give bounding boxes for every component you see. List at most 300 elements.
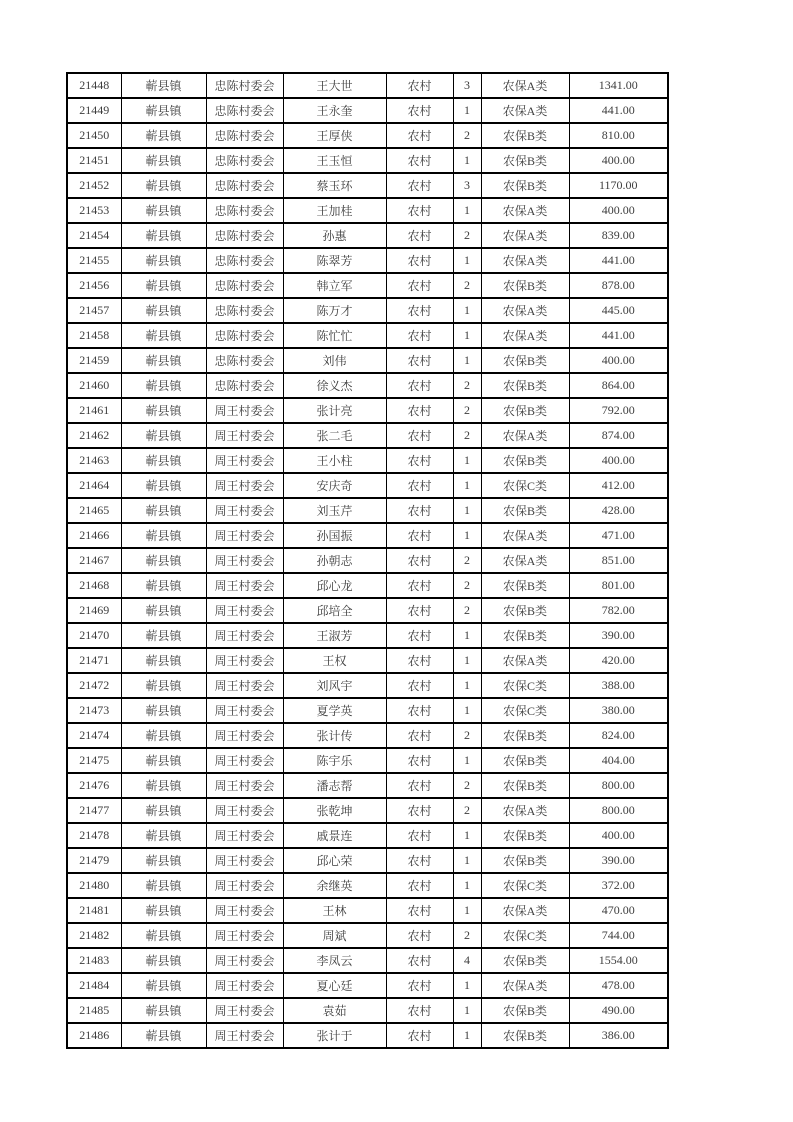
cell-count: 2: [453, 773, 481, 798]
cell-count: 1: [453, 198, 481, 223]
cell-amount: 372.00: [569, 873, 668, 898]
cell-village: 忠陈村委会: [206, 248, 283, 273]
cell-category: 农保A类: [481, 323, 569, 348]
cell-id: 21455: [67, 248, 121, 273]
cell-amount: 471.00: [569, 523, 668, 548]
cell-village: 周王村委会: [206, 748, 283, 773]
cell-amount: 800.00: [569, 798, 668, 823]
payment-table: [66, 72, 669, 1049]
cell-amount: 400.00: [569, 823, 668, 848]
cell-id: 21458: [67, 323, 121, 348]
cell-category: 农保C类: [481, 873, 569, 898]
cell-village: 周王村委会: [206, 623, 283, 648]
cell-town: 蕲县镇: [121, 623, 206, 648]
cell-town: 蕲县镇: [121, 423, 206, 448]
cell-name: 刘玉芹: [283, 498, 386, 523]
cell-amount: 420.00: [569, 648, 668, 673]
cell-town: 蕲县镇: [121, 923, 206, 948]
cell-amount: 400.00: [569, 448, 668, 473]
cell-id: 21448: [67, 73, 121, 98]
cell-id: 21486: [67, 1023, 121, 1048]
table-row: [67, 548, 668, 573]
cell-village: 忠陈村委会: [206, 98, 283, 123]
cell-count: 1: [453, 648, 481, 673]
table-row: [67, 448, 668, 473]
cell-category: 农保B类: [481, 173, 569, 198]
cell-amount: 1341.00: [569, 73, 668, 98]
cell-town: 蕲县镇: [121, 823, 206, 848]
cell-category: 农保B类: [481, 748, 569, 773]
cell-town: 蕲县镇: [121, 598, 206, 623]
cell-town: 蕲县镇: [121, 673, 206, 698]
cell-town: 蕲县镇: [121, 273, 206, 298]
cell-village: 忠陈村委会: [206, 123, 283, 148]
table-row: [67, 798, 668, 823]
table-row: [67, 98, 668, 123]
cell-village: 周王村委会: [206, 698, 283, 723]
cell-village: 周王村委会: [206, 773, 283, 798]
cell-amount: 380.00: [569, 698, 668, 723]
cell-type: 农村: [386, 223, 453, 248]
cell-name: 袁茹: [283, 998, 386, 1023]
cell-category: 农保B类: [481, 598, 569, 623]
cell-amount: 400.00: [569, 148, 668, 173]
table-row: [67, 273, 668, 298]
cell-village: 周王村委会: [206, 448, 283, 473]
cell-count: 1: [453, 148, 481, 173]
cell-id: 21475: [67, 748, 121, 773]
cell-type: 农村: [386, 348, 453, 373]
cell-amount: 441.00: [569, 98, 668, 123]
cell-village: 忠陈村委会: [206, 323, 283, 348]
cell-type: 农村: [386, 498, 453, 523]
cell-village: 忠陈村委会: [206, 273, 283, 298]
cell-category: 农保A类: [481, 423, 569, 448]
cell-amount: 388.00: [569, 673, 668, 698]
cell-type: 农村: [386, 673, 453, 698]
cell-type: 农村: [386, 448, 453, 473]
cell-name: 夏学英: [283, 698, 386, 723]
cell-amount: 874.00: [569, 423, 668, 448]
cell-village: 忠陈村委会: [206, 373, 283, 398]
table-row: [67, 173, 668, 198]
cell-category: 农保B类: [481, 723, 569, 748]
cell-name: 张乾坤: [283, 798, 386, 823]
cell-town: 蕲县镇: [121, 148, 206, 173]
cell-type: 农村: [386, 473, 453, 498]
cell-type: 农村: [386, 173, 453, 198]
cell-id: 21474: [67, 723, 121, 748]
cell-id: 21472: [67, 673, 121, 698]
cell-town: 蕲县镇: [121, 698, 206, 723]
cell-id: 21479: [67, 848, 121, 873]
cell-count: 1: [453, 298, 481, 323]
cell-category: 农保A类: [481, 73, 569, 98]
cell-town: 蕲县镇: [121, 248, 206, 273]
cell-amount: 490.00: [569, 998, 668, 1023]
cell-town: 蕲县镇: [121, 373, 206, 398]
cell-id: 21449: [67, 98, 121, 123]
cell-village: 周王村委会: [206, 1023, 283, 1048]
cell-town: 蕲县镇: [121, 773, 206, 798]
cell-name: 王厚侠: [283, 123, 386, 148]
cell-village: 周王村委会: [206, 973, 283, 998]
cell-name: 王小柱: [283, 448, 386, 473]
cell-amount: 390.00: [569, 623, 668, 648]
cell-town: 蕲县镇: [121, 873, 206, 898]
cell-id: 21459: [67, 348, 121, 373]
cell-id: 21461: [67, 398, 121, 423]
cell-count: 2: [453, 548, 481, 573]
cell-type: 农村: [386, 823, 453, 848]
table-row: [67, 823, 668, 848]
cell-type: 农村: [386, 598, 453, 623]
cell-count: 2: [453, 373, 481, 398]
cell-type: 农村: [386, 523, 453, 548]
cell-town: 蕲县镇: [121, 298, 206, 323]
cell-id: 21452: [67, 173, 121, 198]
cell-count: 1: [453, 98, 481, 123]
cell-village: 周王村委会: [206, 523, 283, 548]
cell-town: 蕲县镇: [121, 173, 206, 198]
cell-village: 周王村委会: [206, 798, 283, 823]
cell-name: 王玉恒: [283, 148, 386, 173]
cell-town: 蕲县镇: [121, 723, 206, 748]
cell-category: 农保B类: [481, 398, 569, 423]
cell-type: 农村: [386, 723, 453, 748]
table-row: [67, 423, 668, 448]
cell-town: 蕲县镇: [121, 398, 206, 423]
table-row: [67, 873, 668, 898]
cell-name: 张计传: [283, 723, 386, 748]
cell-town: 蕲县镇: [121, 348, 206, 373]
cell-town: 蕲县镇: [121, 1023, 206, 1048]
cell-village: 周王村委会: [206, 948, 283, 973]
cell-count: 1: [453, 523, 481, 548]
cell-count: 1: [453, 823, 481, 848]
cell-name: 王淑芳: [283, 623, 386, 648]
cell-type: 农村: [386, 398, 453, 423]
cell-type: 农村: [386, 798, 453, 823]
cell-amount: 824.00: [569, 723, 668, 748]
cell-id: 21464: [67, 473, 121, 498]
cell-village: 周王村委会: [206, 998, 283, 1023]
cell-town: 蕲县镇: [121, 573, 206, 598]
cell-category: 农保B类: [481, 823, 569, 848]
cell-town: 蕲县镇: [121, 998, 206, 1023]
cell-id: 21478: [67, 823, 121, 848]
cell-name: 安庆奇: [283, 473, 386, 498]
table-row: [67, 573, 668, 598]
cell-type: 农村: [386, 148, 453, 173]
cell-name: 邱心龙: [283, 573, 386, 598]
cell-village: 周王村委会: [206, 898, 283, 923]
cell-id: 21477: [67, 798, 121, 823]
cell-id: 21456: [67, 273, 121, 298]
table-row: [67, 523, 668, 548]
cell-name: 韩立军: [283, 273, 386, 298]
cell-village: 周王村委会: [206, 723, 283, 748]
cell-category: 农保B类: [481, 148, 569, 173]
cell-name: 李凤云: [283, 948, 386, 973]
cell-type: 农村: [386, 198, 453, 223]
cell-count: 3: [453, 73, 481, 98]
cell-name: 张计于: [283, 1023, 386, 1048]
cell-amount: 428.00: [569, 498, 668, 523]
cell-type: 农村: [386, 623, 453, 648]
cell-name: 邱培全: [283, 598, 386, 623]
cell-village: 周王村委会: [206, 423, 283, 448]
cell-id: 21450: [67, 123, 121, 148]
cell-village: 周王村委会: [206, 498, 283, 523]
table-row: [67, 623, 668, 648]
cell-name: 戚景连: [283, 823, 386, 848]
cell-category: 农保A类: [481, 648, 569, 673]
table-row: [67, 673, 668, 698]
cell-name: 刘风宇: [283, 673, 386, 698]
cell-id: 21466: [67, 523, 121, 548]
cell-type: 农村: [386, 773, 453, 798]
cell-name: 孙国振: [283, 523, 386, 548]
cell-id: 21480: [67, 873, 121, 898]
cell-village: 忠陈村委会: [206, 173, 283, 198]
cell-id: 21469: [67, 598, 121, 623]
cell-name: 邱心荣: [283, 848, 386, 873]
cell-category: 农保A类: [481, 223, 569, 248]
table-row: [67, 973, 668, 998]
cell-id: 21476: [67, 773, 121, 798]
cell-category: 农保A类: [481, 523, 569, 548]
table-row: [67, 323, 668, 348]
cell-count: 2: [453, 923, 481, 948]
cell-count: 2: [453, 573, 481, 598]
table-row: [67, 948, 668, 973]
cell-id: 21451: [67, 148, 121, 173]
cell-town: 蕲县镇: [121, 848, 206, 873]
table-row: [67, 598, 668, 623]
cell-count: 1: [453, 248, 481, 273]
cell-name: 孙朝志: [283, 548, 386, 573]
cell-name: 王林: [283, 898, 386, 923]
cell-town: 蕲县镇: [121, 223, 206, 248]
cell-amount: 445.00: [569, 298, 668, 323]
cell-category: 农保A类: [481, 298, 569, 323]
cell-name: 王永奎: [283, 98, 386, 123]
cell-type: 农村: [386, 648, 453, 673]
cell-count: 1: [453, 473, 481, 498]
cell-category: 农保A类: [481, 248, 569, 273]
cell-count: 1: [453, 623, 481, 648]
cell-count: 1: [453, 323, 481, 348]
cell-category: 农保C类: [481, 923, 569, 948]
cell-town: 蕲县镇: [121, 73, 206, 98]
cell-category: 农保A类: [481, 198, 569, 223]
cell-type: 农村: [386, 298, 453, 323]
cell-town: 蕲县镇: [121, 98, 206, 123]
cell-category: 农保B类: [481, 1023, 569, 1048]
cell-town: 蕲县镇: [121, 198, 206, 223]
cell-town: 蕲县镇: [121, 748, 206, 773]
cell-amount: 404.00: [569, 748, 668, 773]
cell-type: 农村: [386, 748, 453, 773]
cell-id: 21482: [67, 923, 121, 948]
table-row: [67, 398, 668, 423]
cell-type: 农村: [386, 848, 453, 873]
cell-type: 农村: [386, 373, 453, 398]
cell-category: 农保B类: [481, 773, 569, 798]
cell-amount: 792.00: [569, 398, 668, 423]
table-row: [67, 698, 668, 723]
cell-name: 陈忙忙: [283, 323, 386, 348]
cell-type: 农村: [386, 248, 453, 273]
table-row: [67, 498, 668, 523]
cell-amount: 400.00: [569, 198, 668, 223]
cell-amount: 851.00: [569, 548, 668, 573]
cell-amount: 400.00: [569, 348, 668, 373]
cell-type: 农村: [386, 973, 453, 998]
cell-count: 1: [453, 873, 481, 898]
cell-town: 蕲县镇: [121, 323, 206, 348]
cell-category: 农保B类: [481, 998, 569, 1023]
cell-village: 周王村委会: [206, 823, 283, 848]
cell-amount: 1170.00: [569, 173, 668, 198]
cell-town: 蕲县镇: [121, 448, 206, 473]
cell-name: 蔡玉环: [283, 173, 386, 198]
table-row: [67, 923, 668, 948]
cell-count: 2: [453, 398, 481, 423]
cell-name: 张二毛: [283, 423, 386, 448]
cell-category: 农保B类: [481, 273, 569, 298]
cell-type: 农村: [386, 548, 453, 573]
cell-category: 农保C类: [481, 698, 569, 723]
cell-count: 2: [453, 423, 481, 448]
cell-village: 周王村委会: [206, 923, 283, 948]
table-row: [67, 748, 668, 773]
cell-amount: 441.00: [569, 323, 668, 348]
cell-name: 王大世: [283, 73, 386, 98]
cell-town: 蕲县镇: [121, 798, 206, 823]
cell-category: 农保B类: [481, 948, 569, 973]
cell-town: 蕲县镇: [121, 648, 206, 673]
cell-type: 农村: [386, 273, 453, 298]
cell-category: 农保B类: [481, 573, 569, 598]
cell-type: 农村: [386, 323, 453, 348]
cell-category: 农保C类: [481, 473, 569, 498]
cell-amount: 744.00: [569, 923, 668, 948]
cell-type: 农村: [386, 948, 453, 973]
cell-count: 1: [453, 973, 481, 998]
cell-id: 21468: [67, 573, 121, 598]
cell-amount: 810.00: [569, 123, 668, 148]
cell-count: 2: [453, 598, 481, 623]
cell-id: 21462: [67, 423, 121, 448]
table-row: [67, 348, 668, 373]
cell-id: 21463: [67, 448, 121, 473]
cell-village: 周王村委会: [206, 648, 283, 673]
cell-name: 余继英: [283, 873, 386, 898]
cell-id: 21473: [67, 698, 121, 723]
table-row: [67, 223, 668, 248]
cell-type: 农村: [386, 123, 453, 148]
cell-type: 农村: [386, 573, 453, 598]
cell-town: 蕲县镇: [121, 473, 206, 498]
cell-amount: 839.00: [569, 223, 668, 248]
table-row: [67, 198, 668, 223]
table-row: [67, 848, 668, 873]
cell-amount: 478.00: [569, 973, 668, 998]
cell-town: 蕲县镇: [121, 548, 206, 573]
cell-count: 1: [453, 998, 481, 1023]
cell-id: 21454: [67, 223, 121, 248]
cell-village: 忠陈村委会: [206, 73, 283, 98]
cell-name: 刘伟: [283, 348, 386, 373]
cell-amount: 1554.00: [569, 948, 668, 973]
cell-category: 农保A类: [481, 973, 569, 998]
cell-name: 张计亮: [283, 398, 386, 423]
table-row: [67, 648, 668, 673]
cell-amount: 470.00: [569, 898, 668, 923]
cell-id: 21453: [67, 198, 121, 223]
cell-amount: 800.00: [569, 773, 668, 798]
cell-category: 农保C类: [481, 673, 569, 698]
cell-id: 21460: [67, 373, 121, 398]
cell-amount: 864.00: [569, 373, 668, 398]
table-row: [67, 73, 668, 98]
cell-id: 21465: [67, 498, 121, 523]
cell-category: 农保B类: [481, 848, 569, 873]
cell-type: 农村: [386, 698, 453, 723]
cell-name: 夏心廷: [283, 973, 386, 998]
cell-name: 孙惠: [283, 223, 386, 248]
cell-id: 21483: [67, 948, 121, 973]
cell-count: 4: [453, 948, 481, 973]
table-row: [67, 1023, 668, 1048]
cell-village: 周王村委会: [206, 548, 283, 573]
table-row: [67, 773, 668, 798]
cell-type: 农村: [386, 898, 453, 923]
cell-amount: 441.00: [569, 248, 668, 273]
cell-count: 1: [453, 748, 481, 773]
cell-name: 潘志帮: [283, 773, 386, 798]
cell-category: 农保B类: [481, 623, 569, 648]
cell-id: 21470: [67, 623, 121, 648]
cell-type: 农村: [386, 923, 453, 948]
cell-id: 21457: [67, 298, 121, 323]
cell-type: 农村: [386, 998, 453, 1023]
cell-category: 农保A类: [481, 798, 569, 823]
cell-village: 周王村委会: [206, 473, 283, 498]
cell-name: 陈万才: [283, 298, 386, 323]
cell-village: 周王村委会: [206, 673, 283, 698]
cell-village: 周王村委会: [206, 573, 283, 598]
cell-count: 1: [453, 1023, 481, 1048]
cell-amount: 386.00: [569, 1023, 668, 1048]
cell-category: 农保A类: [481, 548, 569, 573]
cell-name: 王加桂: [283, 198, 386, 223]
cell-town: 蕲县镇: [121, 498, 206, 523]
cell-amount: 412.00: [569, 473, 668, 498]
cell-name: 徐义杰: [283, 373, 386, 398]
cell-count: 2: [453, 798, 481, 823]
cell-name: 陈宇乐: [283, 748, 386, 773]
cell-amount: 390.00: [569, 848, 668, 873]
cell-type: 农村: [386, 1023, 453, 1048]
table-row: [67, 298, 668, 323]
cell-name: 陈翠芳: [283, 248, 386, 273]
cell-count: 1: [453, 498, 481, 523]
cell-id: 21484: [67, 973, 121, 998]
cell-count: 2: [453, 723, 481, 748]
